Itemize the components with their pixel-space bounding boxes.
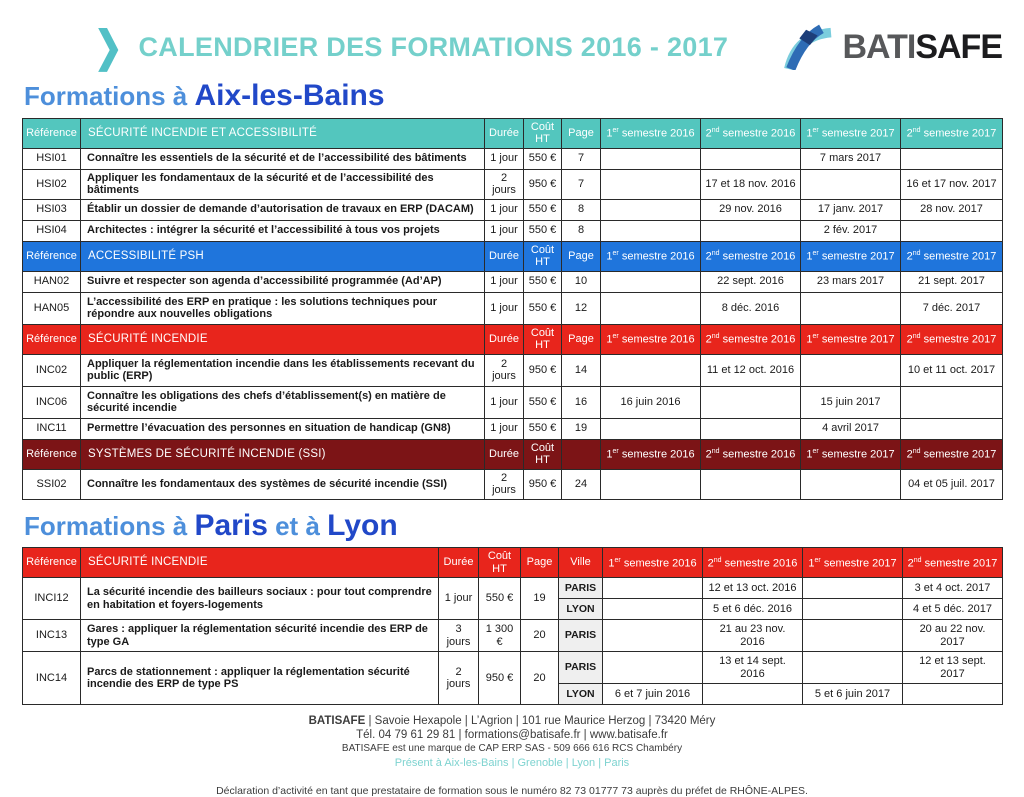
- cell-date-s1-2017: 7 mars 2017: [801, 148, 901, 169]
- cell-page: 20: [521, 652, 559, 705]
- cell-cout: 950 €: [524, 169, 562, 199]
- cell-cout: 550 €: [524, 271, 562, 292]
- cell-date-s2-2017: [901, 220, 1003, 241]
- cell-date-s1-2016: [601, 354, 701, 386]
- col-ville: Ville: [559, 548, 603, 578]
- formations-paris-lyon-table: [22, 547, 1003, 705]
- cell-cout: 950 €: [524, 354, 562, 386]
- cell-date-s1-2016: [603, 652, 703, 684]
- section-title: SYSTÈMES DE SÉCURITÉ INCENDIE (SSI): [81, 439, 485, 469]
- cell-page: 7: [562, 148, 601, 169]
- cell-date-s2-2017: 10 et 11 oct. 2017: [901, 354, 1003, 386]
- col-sem1-2017: 1er semestre 2017: [801, 241, 901, 271]
- cell-date-s1-2017: 4 avril 2017: [801, 418, 901, 439]
- cell-date-s1-2017: [801, 169, 901, 199]
- section-header-row: [23, 439, 1003, 469]
- cell-date-s2-2017: [901, 148, 1003, 169]
- cell-page: 19: [521, 578, 559, 620]
- cell-course-title: Établir un dossier de demande d’autorisation de travaux en ERP (DACAM): [81, 199, 485, 220]
- table-row: [23, 199, 1003, 220]
- cell-duree: 2 jours: [485, 469, 524, 499]
- logo-bati: BATI: [842, 28, 916, 66]
- cell-page: 7: [562, 169, 601, 199]
- footer-website-link[interactable]: www.batisafe.fr: [589, 729, 668, 741]
- col-sem2-2016: 2nd semestre 2016: [701, 241, 801, 271]
- col-reference: Référence: [23, 241, 81, 271]
- cell-reference: INC13: [23, 620, 81, 652]
- col-sem1-2017: 1er semestre 2017: [801, 439, 901, 469]
- cell-date-s2-2016: 22 sept. 2016: [701, 271, 801, 292]
- cell-course-title: Permettre l’évacuation des personnes en situation de handicap (GN8): [81, 418, 485, 439]
- col-cout: Coût HT: [524, 118, 562, 148]
- cell-date-s1-2016: [601, 148, 701, 169]
- section-title: SÉCURITÉ INCENDIE: [81, 324, 485, 354]
- cell-course-title: Connaître les fondamentaux des systèmes de sécurité incendie (SSI): [81, 469, 485, 499]
- col-sem1-2016: 1er semestre 2016: [601, 118, 701, 148]
- cell-cout: 550 €: [524, 148, 562, 169]
- footer-address: BATISAFE | Savoie Hexapole | L’Agrion | 101 rue Maurice Herzog | 73420 Méry: [308, 715, 716, 727]
- cell-course-title: Appliquer les fondamentaux de la sécurité et de l’accessibilité des bâtiments: [81, 169, 485, 199]
- cell-date-s2-2017: 20 au 22 nov. 2017: [903, 620, 1003, 652]
- cell-date-s1-2016: [603, 578, 703, 599]
- cell-cout: 550 €: [524, 292, 562, 324]
- col-page: Page: [521, 548, 559, 578]
- cell-date-s1-2016: [603, 620, 703, 652]
- cell-date-s2-2016: [701, 220, 801, 241]
- footer: [22, 714, 1002, 797]
- cell-date-s2-2016: 13 et 14 sept. 2016: [703, 652, 803, 684]
- cell-duree: 1 jour: [485, 148, 524, 169]
- col-reference: Référence: [23, 548, 81, 578]
- cell-duree: 1 jour: [485, 271, 524, 292]
- cell-date-s1-2017: 15 juin 2017: [801, 386, 901, 418]
- col-sem1-2016: 1er semestre 2016: [601, 324, 701, 354]
- col-sem1-2017: 1er semestre 2017: [801, 324, 901, 354]
- heading-aix-les-bains: [24, 80, 1002, 112]
- cell-duree: 1 jour: [485, 418, 524, 439]
- cell-date-s1-2016: [601, 199, 701, 220]
- table-row: [23, 469, 1003, 499]
- cell-date-s2-2017: [901, 386, 1003, 418]
- cell-course-title: Connaître les obligations des chefs d’établissement(s) en matière de sécurité incendie: [81, 386, 485, 418]
- cell-date-s2-2016: 12 et 13 oct. 2016: [703, 578, 803, 599]
- footer-email-link[interactable]: formations@batisafe.fr: [464, 729, 581, 741]
- cell-ville: LYON: [559, 599, 603, 620]
- section-header-row: [23, 241, 1003, 271]
- batisafe-logo: [781, 24, 1003, 70]
- cell-date-s1-2017: [803, 578, 903, 599]
- heading-city: Aix-les-Bains: [194, 79, 385, 112]
- cell-date-s2-2016: 5 et 6 déc. 2016: [703, 599, 803, 620]
- table-row: [23, 652, 1003, 684]
- cell-date-s2-2017: 3 et 4 oct. 2017: [903, 578, 1003, 599]
- cell-date-s2-2017: 12 et 13 sept. 2017: [903, 652, 1003, 684]
- col-sem2-2016: 2nd semestre 2016: [701, 324, 801, 354]
- cell-reference: HSI03: [23, 199, 81, 220]
- table-row: [23, 386, 1003, 418]
- cell-page: 20: [521, 620, 559, 652]
- section-header-row: [23, 548, 1003, 578]
- cell-duree: 1 jour: [485, 199, 524, 220]
- cell-date-s2-2016: 21 au 23 nov. 2016: [703, 620, 803, 652]
- col-duree: Durée: [439, 548, 479, 578]
- cell-duree: 1 jour: [485, 220, 524, 241]
- cell-duree: 2 jours: [439, 652, 479, 705]
- col-cout: Coût HT: [524, 324, 562, 354]
- cell-duree: 2 jours: [485, 169, 524, 199]
- col-duree: Durée: [485, 324, 524, 354]
- cell-date-s2-2017: 16 et 17 nov. 2017: [901, 169, 1003, 199]
- footer-phone: Tél. 04 79 61 29 81 |: [356, 729, 465, 741]
- col-page: Page: [562, 118, 601, 148]
- cell-course-title: La sécurité incendie des bailleurs sociaux : pour tout comprendre en habitation et foyers-logements: [81, 578, 439, 620]
- cell-duree: 3 jours: [439, 620, 479, 652]
- cell-duree: 1 jour: [439, 578, 479, 620]
- footer-locations: Présent à Aix-les-Bains | Grenoble | Lyon | Paris: [394, 757, 630, 769]
- cell-cout: 1 300 €: [479, 620, 521, 652]
- cell-course-title: Appliquer la réglementation incendie dans les établissements recevant du public (ERP): [81, 354, 485, 386]
- cell-date-s2-2016: 29 nov. 2016: [701, 199, 801, 220]
- cell-page: 16: [562, 386, 601, 418]
- cell-date-s2-2016: [703, 684, 803, 705]
- batisafe-logo-icon: [781, 24, 835, 70]
- cell-cout: 550 €: [524, 220, 562, 241]
- footer-contact: Tél. 04 79 61 29 81 | formations@batisafe.fr | www.batisafe.fr: [356, 729, 668, 741]
- cell-date-s1-2016: [601, 169, 701, 199]
- table-row: [23, 169, 1003, 199]
- cell-date-s2-2017: 04 et 05 juil. 2017: [901, 469, 1003, 499]
- cell-cout: 550 €: [524, 386, 562, 418]
- cell-date-s1-2016: [601, 271, 701, 292]
- cell-page: 19: [562, 418, 601, 439]
- footer-brand: BATISAFE: [308, 715, 366, 727]
- cell-date-s2-2017: 4 et 5 déc. 2017: [903, 599, 1003, 620]
- cell-ville: PARIS: [559, 578, 603, 599]
- table-row: [23, 292, 1003, 324]
- col-sem2-2017: 2nd semestre 2017: [901, 324, 1003, 354]
- col-sem1-2017: 1er semestre 2017: [803, 548, 903, 578]
- col-reference: Référence: [23, 439, 81, 469]
- cell-page: 8: [562, 199, 601, 220]
- cell-reference: HSI02: [23, 169, 81, 199]
- cell-reference: INC02: [23, 354, 81, 386]
- cell-page: 14: [562, 354, 601, 386]
- cell-ville: PARIS: [559, 620, 603, 652]
- cell-ville: PARIS: [559, 652, 603, 684]
- cell-date-s2-2017: 28 nov. 2017: [901, 199, 1003, 220]
- col-sem2-2017: 2nd semestre 2017: [901, 439, 1003, 469]
- col-sem2-2016: 2nd semestre 2016: [703, 548, 803, 578]
- cell-page: 12: [562, 292, 601, 324]
- col-sem2-2017: 2nd semestre 2017: [901, 118, 1003, 148]
- cell-date-s1-2017: [803, 652, 903, 684]
- cell-page: 24: [562, 469, 601, 499]
- cell-course-title: Parcs de stationnement : appliquer la réglementation sécurité incendie des ERP de type PS: [81, 652, 439, 705]
- section-title: SÉCURITÉ INCENDIE: [81, 548, 439, 578]
- cell-cout: 550 €: [524, 418, 562, 439]
- cell-date-s1-2016: [603, 599, 703, 620]
- cell-date-s1-2017: 2 fév. 2017: [801, 220, 901, 241]
- cell-ville: LYON: [559, 684, 603, 705]
- table-row: [23, 148, 1003, 169]
- col-duree: Durée: [485, 439, 524, 469]
- cell-date-s2-2016: 11 et 12 oct. 2016: [701, 354, 801, 386]
- cell-reference: INC14: [23, 652, 81, 705]
- cell-date-s2-2016: [701, 148, 801, 169]
- cell-date-s1-2017: [801, 354, 901, 386]
- cell-date-s2-2016: 17 et 18 nov. 2016: [701, 169, 801, 199]
- cell-reference: SSI02: [23, 469, 81, 499]
- col-reference: Référence: [23, 118, 81, 148]
- cell-date-s2-2016: [701, 469, 801, 499]
- cell-date-s1-2017: 17 janv. 2017: [801, 199, 901, 220]
- cell-course-title: Connaître les essentiels de la sécurité et de l’accessibilité des bâtiments: [81, 148, 485, 169]
- cell-course-title: Gares : appliquer la réglementation sécurité incendie des ERP de type GA: [81, 620, 439, 652]
- section-header-row: [23, 118, 1003, 148]
- cell-duree: 2 jours: [485, 354, 524, 386]
- cell-date-s1-2016: [601, 220, 701, 241]
- footer-declaration: Déclaration d’activité en tant que prestataire de formation sous le numéro 82 73 01777 73 auprès du préfet de RHÔNE-ALPES.: [216, 785, 808, 797]
- heading-city-paris: Paris: [194, 508, 268, 542]
- col-page-empty: [562, 439, 601, 469]
- table-row: [23, 354, 1003, 386]
- cell-date-s1-2016: 16 juin 2016: [601, 386, 701, 418]
- cell-page: 10: [562, 271, 601, 292]
- col-sem1-2016: 1er semestre 2016: [601, 241, 701, 271]
- table-row: [23, 418, 1003, 439]
- cell-date-s1-2017: [801, 469, 901, 499]
- table-row: [23, 271, 1003, 292]
- section-title: SÉCURITÉ INCENDIE ET ACCESSIBILITÉ: [81, 118, 485, 148]
- section-title: ACCESSIBILITÉ PSH: [81, 241, 485, 271]
- heading-prefix: Formations à: [24, 510, 195, 541]
- cell-date-s2-2017: 7 déc. 2017: [901, 292, 1003, 324]
- col-sem2-2016: 2nd semestre 2016: [701, 439, 801, 469]
- cell-date-s1-2016: [601, 292, 701, 324]
- cell-reference: HSI04: [23, 220, 81, 241]
- table-row: [23, 220, 1003, 241]
- cell-reference: HAN05: [23, 292, 81, 324]
- section-header-row: [23, 324, 1003, 354]
- cell-date-s1-2016: [601, 469, 701, 499]
- col-sem1-2016: 1er semestre 2016: [601, 439, 701, 469]
- cell-date-s2-2016: [701, 418, 801, 439]
- col-sem1-2017: 1er semestre 2017: [801, 118, 901, 148]
- heading-prefix: Formations à: [24, 81, 195, 111]
- cell-date-s1-2017: [801, 292, 901, 324]
- cell-date-s2-2016: [701, 386, 801, 418]
- cell-reference: INC11: [23, 418, 81, 439]
- heading-paris-lyon: [24, 510, 1002, 542]
- col-sem1-2016: 1er semestre 2016: [603, 548, 703, 578]
- col-sem2-2017: 2nd semestre 2017: [901, 241, 1003, 271]
- cell-reference: HAN02: [23, 271, 81, 292]
- cell-date-s2-2017: 21 sept. 2017: [901, 271, 1003, 292]
- cell-reference: HSI01: [23, 148, 81, 169]
- cell-cout: 950 €: [524, 469, 562, 499]
- col-page: Page: [562, 324, 601, 354]
- cell-date-s2-2017: [901, 418, 1003, 439]
- cell-course-title: Architectes : intégrer la sécurité et l’accessibilité à tous vos projets: [81, 220, 485, 241]
- cell-page: 8: [562, 220, 601, 241]
- col-sem2-2016: 2nd semestre 2016: [701, 118, 801, 148]
- cell-date-s2-2016: 8 déc. 2016: [701, 292, 801, 324]
- cell-date-s1-2017: 23 mars 2017: [801, 271, 901, 292]
- cell-course-title: L’accessibilité des ERP en pratique : les solutions techniques pour répondre aux nouvelles obligations: [81, 292, 485, 324]
- page-title: CALENDRIER DES FORMATIONS 2016 - 2017: [138, 31, 729, 62]
- col-cout: Coût HT: [524, 439, 562, 469]
- cell-date-s1-2017: [803, 599, 903, 620]
- cell-cout: 550 €: [479, 578, 521, 620]
- table-row: [23, 578, 1003, 599]
- col-duree: Durée: [485, 118, 524, 148]
- col-sem2-2017: 2nd semestre 2017: [903, 548, 1003, 578]
- cell-duree: 1 jour: [485, 292, 524, 324]
- cell-date-s1-2017: [803, 620, 903, 652]
- logo-wordmark: [843, 30, 1003, 64]
- cell-date-s2-2017: [903, 684, 1003, 705]
- cell-cout: 550 €: [524, 199, 562, 220]
- cell-duree: 1 jour: [485, 386, 524, 418]
- cell-date-s1-2017: 5 et 6 juin 2017: [803, 684, 903, 705]
- col-cout: Coût HT: [524, 241, 562, 271]
- formations-aix-table: [22, 118, 1003, 500]
- logo-safe: SAFE: [915, 28, 1002, 66]
- cell-reference: INC06: [23, 386, 81, 418]
- table-row: [23, 620, 1003, 652]
- cell-cout: 950 €: [479, 652, 521, 705]
- chevron-icon: ❯: [94, 23, 123, 71]
- cell-date-s1-2016: 6 et 7 juin 2016: [603, 684, 703, 705]
- col-duree: Durée: [485, 241, 524, 271]
- cell-date-s1-2016: [601, 418, 701, 439]
- footer-legal: BATISAFE est une marque de CAP ERP SAS - 509 666 616 RCS Chambéry: [341, 743, 683, 754]
- col-page: Page: [562, 241, 601, 271]
- heading-city-lyon: Lyon: [327, 508, 398, 542]
- col-cout: Coût HT: [479, 548, 521, 578]
- cell-course-title: Suivre et respecter son agenda d’accessibilité programmée (Ad’AP): [81, 271, 485, 292]
- cell-reference: INCI12: [23, 578, 81, 620]
- col-reference: Référence: [23, 324, 81, 354]
- masthead: [22, 20, 1002, 74]
- heading-mid: et à: [267, 510, 328, 541]
